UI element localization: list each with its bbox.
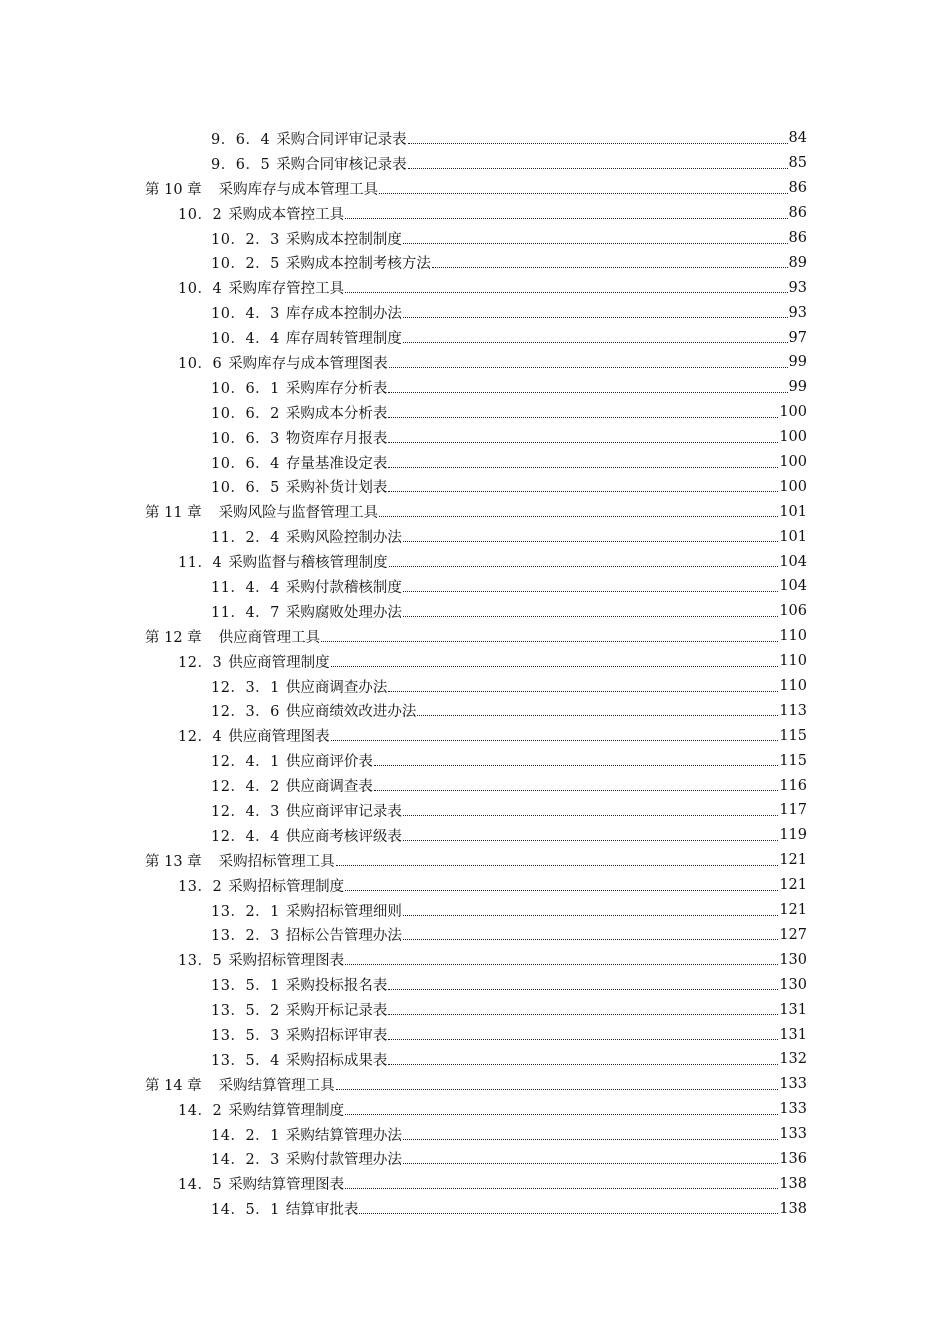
toc-entry-number: 14．2 — [178, 1102, 223, 1119]
toc-entry-page-number: 132 — [779, 1051, 807, 1068]
toc-entry-title: 采购招标管理制度 — [228, 878, 345, 895]
toc-entry-number: 12．4 — [178, 729, 223, 746]
toc-entry-number: 12．4．4 — [211, 828, 280, 845]
toc-entry-number: 12．4．1 — [211, 754, 280, 771]
toc-entry-title: 采购合同审核记录表 — [276, 156, 407, 173]
toc-entry-page-number: 133 — [779, 1076, 807, 1093]
toc-entry-title: 采购招标管理工具 — [218, 853, 335, 870]
toc-entry-number: 12．3．6 — [211, 704, 280, 721]
toc-entry-page-number: 130 — [779, 951, 807, 968]
toc-section-entry[interactable] — [145, 723, 807, 748]
toc-entry-number: 14．5．1 — [211, 1202, 280, 1219]
toc-entry-page-number: 121 — [779, 902, 807, 919]
toc-dot-leader — [331, 726, 779, 741]
toc-entry-title: 采购风险与监督管理工具 — [218, 505, 379, 522]
toc-entry-title: 采购库存管控工具 — [228, 281, 345, 298]
toc-subsection-entry[interactable] — [145, 599, 807, 624]
toc-dot-leader — [403, 801, 778, 816]
toc-dot-leader — [388, 453, 778, 468]
toc-section-entry[interactable] — [145, 649, 807, 674]
toc-section-entry[interactable] — [145, 873, 807, 898]
toc-dot-leader — [331, 652, 779, 667]
toc-entry-number: 13．5．4 — [211, 1052, 280, 1069]
toc-dot-leader — [403, 527, 778, 542]
toc-entry-number: 12．3 — [178, 654, 223, 671]
toc-dot-leader — [388, 1000, 778, 1015]
toc-dot-leader — [403, 229, 788, 244]
toc-subsection-entry[interactable] — [145, 574, 807, 599]
toc-entry-page-number: 117 — [779, 802, 807, 819]
toc-entry-page-number: 85 — [788, 155, 807, 172]
toc-entry-number: 13．5 — [178, 953, 223, 970]
toc-dot-leader — [389, 353, 788, 368]
toc-entry-title: 采购结算管理图表 — [228, 1177, 345, 1194]
toc-entry-number: 9．6．4 — [211, 131, 271, 148]
toc-entry-title: 采购结算管理工具 — [218, 1077, 335, 1094]
toc-dot-leader — [321, 627, 778, 642]
toc-entry-page-number: 110 — [779, 628, 807, 645]
toc-entry-page-number: 119 — [779, 827, 807, 844]
toc-entry-page-number: 84 — [788, 130, 807, 147]
toc-dot-leader — [408, 154, 788, 169]
toc-subsection-entry[interactable] — [145, 425, 807, 450]
toc-dot-leader — [345, 876, 778, 891]
toc-entry-page-number: 100 — [779, 454, 807, 471]
toc-entry-page-number: 104 — [779, 553, 807, 570]
toc-section-entry[interactable] — [145, 549, 807, 574]
toc-entry-number: 13．5．2 — [211, 1003, 280, 1020]
toc-entry-page-number: 104 — [779, 578, 807, 595]
toc-section-entry[interactable] — [145, 201, 807, 226]
toc-entry-title: 采购投标报名表 — [285, 978, 388, 995]
toc-dot-leader — [345, 204, 787, 219]
toc-entry-number: 11．2．4 — [211, 530, 280, 547]
toc-dot-leader — [417, 701, 778, 716]
toc-subsection-entry[interactable] — [145, 1147, 807, 1172]
toc-entry-number: 10．2 — [178, 206, 223, 223]
toc-entry-number: 11．4 — [178, 555, 223, 572]
toc-entry-page-number: 101 — [779, 503, 807, 520]
toc-subsection-entry[interactable] — [145, 798, 807, 823]
toc-entry-title: 供应商考核评级表 — [285, 828, 402, 845]
toc-entry-number: 10．4．4 — [211, 331, 280, 348]
toc-entry-title: 物资库存月报表 — [285, 430, 388, 447]
toc-section-entry[interactable] — [145, 275, 807, 300]
toc-entry-number: 13．5．3 — [211, 1028, 280, 1044]
toc-entry-title: 供应商调查办法 — [285, 679, 388, 696]
toc-subsection-entry[interactable] — [145, 300, 807, 325]
toc-section-entry[interactable] — [145, 1171, 807, 1196]
toc-entry-page-number: 138 — [779, 1200, 807, 1217]
toc-chapter-entry[interactable] — [145, 499, 807, 524]
toc-entry-title: 采购监督与稽核管理制度 — [228, 555, 388, 572]
toc-entry-page-number: 115 — [779, 752, 807, 769]
toc-entry-number: 10．6．4 — [211, 455, 280, 472]
toc-entry-number: 11．4．4 — [211, 579, 280, 596]
toc-entry-number: 第 12 章 — [145, 629, 202, 646]
toc-entry-number: 第 10 章 — [145, 181, 202, 198]
toc-entry-page-number: 131 — [779, 1001, 807, 1018]
toc-entry-title: 采购库存与成本管理图表 — [228, 355, 388, 372]
toc-entry-number: 14．2．3 — [211, 1152, 280, 1169]
toc-entry-number: 9．6．5 — [211, 156, 271, 173]
toc-subsection-entry[interactable] — [145, 226, 807, 251]
toc-dot-leader — [403, 925, 778, 940]
toc-entry-page-number: 121 — [779, 852, 807, 869]
toc-entry-title: 采购成本分析表 — [285, 405, 388, 422]
toc-entry-title: 采购成本控制制度 — [285, 231, 402, 248]
toc-entry-number: 11．4．7 — [211, 604, 280, 621]
toc-entry-number: 10．6 — [178, 355, 223, 372]
toc-entry-page-number: 100 — [779, 404, 807, 421]
toc-entry-title: 供应商绩效改进办法 — [285, 704, 417, 721]
toc-subsection-entry[interactable] — [145, 126, 807, 151]
toc-dot-leader — [388, 1050, 778, 1065]
toc-dot-leader — [388, 1025, 778, 1040]
toc-entry-title: 采购招标评审表 — [285, 1028, 388, 1044]
toc-entry-number: 13．5．1 — [211, 978, 280, 995]
toc-dot-leader — [388, 403, 778, 418]
toc-dot-leader — [345, 1100, 778, 1115]
toc-entry-page-number: 93 — [788, 279, 807, 296]
toc-dot-leader — [336, 1075, 779, 1090]
toc-dot-leader — [388, 677, 778, 692]
toc-entry-page-number: 99 — [788, 379, 807, 396]
toc-dot-leader — [345, 950, 778, 965]
toc-section-entry[interactable] — [145, 1097, 807, 1122]
toc-subsection-entry[interactable] — [145, 997, 807, 1022]
toc-entry-number: 13．2 — [178, 878, 223, 895]
toc-subsection-entry[interactable] — [145, 325, 807, 350]
toc-entry-page-number: 99 — [788, 354, 807, 371]
toc-dot-leader — [403, 602, 778, 617]
toc-entry-page-number: 110 — [779, 653, 807, 670]
toc-subsection-entry[interactable] — [145, 450, 807, 475]
toc-entry-page-number: 86 — [788, 230, 807, 246]
toc-entry-title: 供应商管理图表 — [228, 729, 330, 746]
toc-dot-leader — [408, 129, 788, 144]
toc-entry-title: 采购补货计划表 — [285, 480, 388, 497]
table-of-contents — [145, 126, 807, 1221]
toc-entry-title: 供应商管理工具 — [218, 629, 321, 646]
toc-entry-number: 10．6．1 — [211, 380, 280, 397]
toc-dot-leader — [403, 1125, 778, 1140]
toc-entry-number: 第 11 章 — [145, 505, 202, 522]
toc-dot-leader — [388, 378, 787, 393]
toc-subsection-entry[interactable] — [145, 674, 807, 699]
toc-entry-page-number: 110 — [779, 678, 807, 695]
toc-subsection-entry[interactable] — [145, 474, 807, 499]
toc-subsection-entry[interactable] — [145, 250, 807, 275]
toc-entry-page-number: 138 — [779, 1175, 807, 1192]
toc-entry-number: 12．4．2 — [211, 779, 280, 796]
toc-entry-page-number: 86 — [788, 180, 807, 197]
toc-subsection-entry[interactable] — [145, 698, 807, 723]
toc-entry-title: 采购结算管理制度 — [228, 1102, 345, 1119]
toc-subsection-entry[interactable] — [145, 1122, 807, 1147]
toc-entry-page-number: 131 — [779, 1026, 807, 1043]
toc-entry-page-number: 136 — [779, 1150, 807, 1167]
toc-entry-number: 10．6．3 — [211, 430, 280, 447]
toc-dot-leader — [388, 477, 778, 492]
toc-entry-page-number: 121 — [779, 877, 807, 894]
toc-dot-leader — [379, 502, 778, 517]
toc-entry-number: 10．2．5 — [211, 256, 280, 273]
toc-subsection-entry[interactable] — [145, 773, 807, 798]
toc-entry-page-number: 86 — [788, 205, 807, 222]
toc-entry-page-number: 97 — [788, 329, 807, 346]
toc-dot-leader — [374, 776, 778, 791]
toc-section-entry[interactable] — [145, 350, 807, 375]
toc-subsection-entry[interactable] — [145, 748, 807, 773]
toc-entry-title: 存量基准设定表 — [285, 455, 388, 472]
toc-entry-page-number: 113 — [779, 702, 807, 719]
toc-dot-leader — [388, 428, 778, 443]
toc-entry-title: 采购结算管理办法 — [285, 1127, 402, 1144]
toc-dot-leader — [388, 975, 778, 990]
toc-dot-leader — [403, 577, 778, 592]
toc-entry-title: 采购风险控制办法 — [285, 530, 402, 547]
toc-dot-leader — [345, 1174, 778, 1189]
toc-entry-number: 14．5 — [178, 1177, 223, 1194]
toc-chapter-entry[interactable] — [145, 1072, 807, 1097]
toc-subsection-entry[interactable] — [145, 1047, 807, 1072]
toc-subsection-entry[interactable] — [145, 1022, 807, 1047]
toc-dot-leader — [336, 851, 779, 866]
toc-entry-number: 13．2．1 — [211, 903, 280, 920]
toc-entry-title: 库存成本控制办法 — [285, 306, 402, 323]
toc-entry-title: 采购合同评审记录表 — [276, 131, 407, 148]
toc-dot-leader — [345, 278, 787, 293]
toc-chapter-entry[interactable] — [145, 176, 807, 201]
toc-entry-page-number: 130 — [779, 976, 807, 993]
toc-entry-title: 采购开标记录表 — [285, 1003, 388, 1020]
toc-dot-leader — [379, 179, 787, 194]
toc-entry-title: 采购招标管理图表 — [228, 953, 345, 970]
toc-entry-page-number: 133 — [779, 1126, 807, 1143]
toc-entry-title: 供应商管理制度 — [228, 654, 330, 671]
toc-subsection-entry[interactable] — [145, 923, 807, 948]
toc-entry-page-number: 100 — [779, 429, 807, 446]
toc-section-entry[interactable] — [145, 947, 807, 972]
toc-subsection-entry[interactable] — [145, 898, 807, 923]
toc-subsection-entry[interactable] — [145, 972, 807, 997]
toc-dot-leader — [403, 1149, 778, 1164]
toc-entry-page-number: 106 — [779, 603, 807, 620]
toc-entry-title: 库存周转管理制度 — [285, 331, 402, 348]
toc-dot-leader — [403, 826, 778, 841]
toc-entry-page-number: 127 — [779, 926, 807, 943]
toc-entry-page-number: 101 — [779, 528, 807, 545]
toc-entry-number: 10．2．3 — [211, 231, 280, 248]
toc-entry-title: 供应商调查表 — [285, 779, 373, 796]
toc-dot-leader — [403, 303, 788, 318]
toc-entry-page-number: 116 — [779, 777, 807, 794]
toc-subsection-entry[interactable] — [145, 1196, 807, 1221]
toc-chapter-entry[interactable] — [145, 848, 807, 873]
toc-entry-number: 10．4．3 — [211, 306, 280, 323]
toc-entry-number: 10．4 — [178, 281, 223, 298]
toc-subsection-entry[interactable] — [145, 823, 807, 848]
toc-entry-number: 10．6．5 — [211, 480, 280, 497]
toc-entry-title: 招标公告管理办法 — [285, 928, 402, 945]
toc-subsection-entry[interactable] — [145, 524, 807, 549]
toc-entry-title: 采购付款稽核制度 — [285, 579, 402, 596]
toc-entry-page-number: 93 — [788, 304, 807, 321]
toc-entry-title: 采购库存与成本管理工具 — [218, 181, 379, 198]
toc-entry-title: 供应商评审记录表 — [285, 803, 402, 820]
toc-entry-title: 采购成本控制考核方法 — [285, 256, 431, 273]
toc-entry-page-number: 115 — [779, 727, 807, 744]
toc-subsection-entry[interactable] — [145, 400, 807, 425]
toc-entry-title: 采购成本管控工具 — [228, 206, 345, 223]
toc-entry-title: 采购招标管理细则 — [285, 903, 402, 920]
toc-entry-page-number: 89 — [788, 254, 807, 271]
toc-entry-number: 13．2．3 — [211, 928, 280, 945]
toc-entry-number: 14．2．1 — [211, 1127, 280, 1144]
toc-entry-title: 供应商评价表 — [285, 754, 373, 771]
toc-dot-leader — [403, 901, 778, 916]
toc-chapter-entry[interactable] — [145, 624, 807, 649]
toc-entry-title: 采购招标成果表 — [285, 1052, 388, 1069]
toc-entry-number: 第 14 章 — [145, 1077, 202, 1094]
toc-entry-page-number: 100 — [779, 478, 807, 495]
toc-entry-number: 10．6．2 — [211, 405, 280, 422]
toc-dot-leader — [389, 552, 779, 567]
toc-entry-title: 结算审批表 — [285, 1202, 359, 1219]
toc-dot-leader — [374, 751, 778, 766]
toc-dot-leader — [403, 328, 788, 343]
toc-entry-title: 采购库存分析表 — [285, 380, 388, 397]
toc-entry-page-number: 133 — [779, 1101, 807, 1118]
toc-subsection-entry[interactable] — [145, 151, 807, 176]
toc-entry-number: 12．3．1 — [211, 679, 280, 696]
toc-entry-title: 采购腐败处理办法 — [285, 604, 402, 621]
toc-entry-title: 采购付款管理办法 — [285, 1152, 402, 1169]
toc-dot-leader — [432, 253, 788, 268]
toc-entry-number: 12．4．3 — [211, 803, 280, 820]
toc-dot-leader — [359, 1199, 778, 1214]
toc-subsection-entry[interactable] — [145, 375, 807, 400]
toc-entry-number: 第 13 章 — [145, 853, 202, 870]
